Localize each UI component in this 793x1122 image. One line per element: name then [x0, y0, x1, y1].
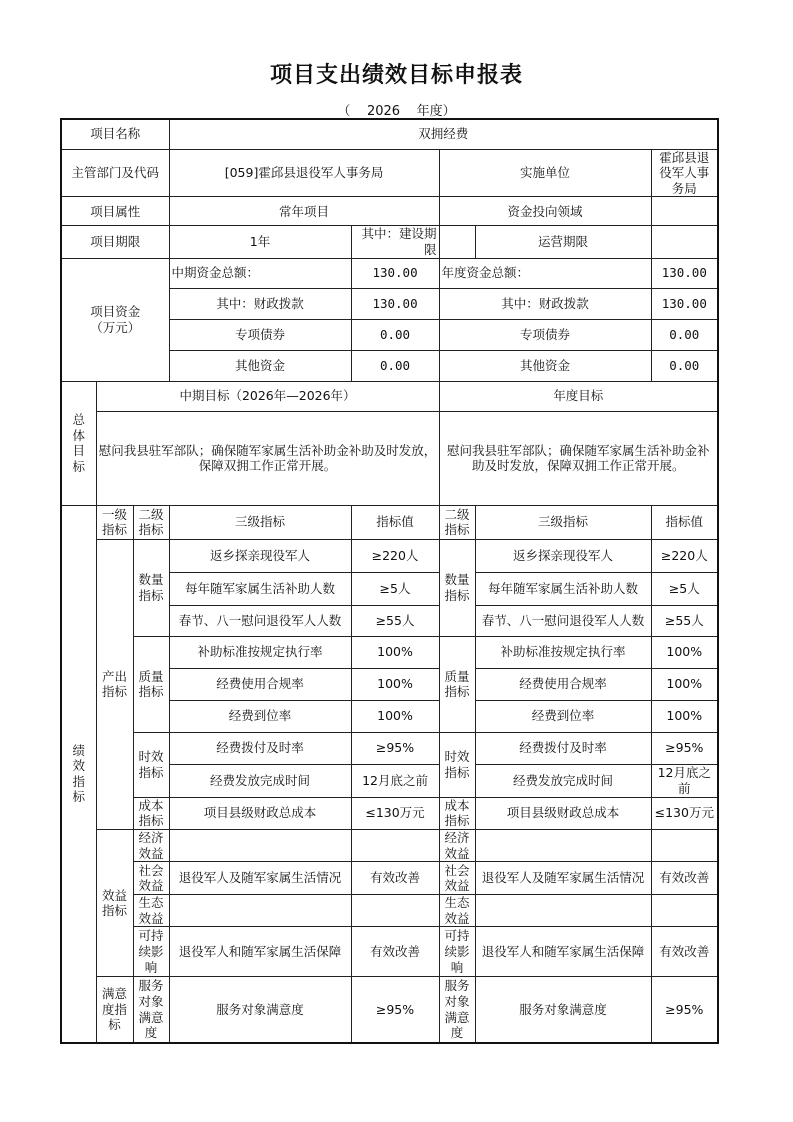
- ql2-value-year: 100%: [651, 668, 718, 700]
- eco-name-year: [475, 895, 651, 927]
- build-label: 其中：建设期限: [351, 226, 439, 258]
- q2-value-mid: ≥5人: [351, 572, 439, 605]
- period-value: 1年: [169, 226, 351, 258]
- t2-value-mid: 12月底之前: [351, 764, 439, 797]
- sat1-value-mid: ≥95%: [351, 977, 439, 1043]
- sat1-value-year: ≥95%: [651, 977, 718, 1043]
- year-open: （: [337, 104, 351, 119]
- funds-label: 项目资金 （万元）: [61, 258, 169, 381]
- mid-bond-value: 0.00: [351, 319, 439, 350]
- direction-value: [651, 197, 718, 226]
- goals-label: 总 体 目 标: [61, 381, 96, 505]
- ql2-value-mid: 100%: [351, 668, 439, 700]
- year-total-label: 年度资金总额：: [439, 258, 651, 288]
- year-bond-value: 0.00: [651, 319, 718, 350]
- q3-value-year: ≥55人: [651, 605, 718, 636]
- cost-label-year: 成本指标: [439, 797, 475, 829]
- q1-name-mid: 返乡探亲现役军人: [169, 539, 351, 572]
- ql3-name-mid: 经费到位率: [169, 700, 351, 732]
- econ-value-mid: [351, 829, 439, 861]
- h-level3-year: 三级指标: [475, 505, 651, 539]
- direction-label: 资金投向领域: [439, 197, 651, 226]
- year-value: 2026: [366, 104, 401, 119]
- impl-label: 实施单位: [439, 149, 651, 197]
- year-other-value: 0.00: [651, 350, 718, 381]
- sustain-label-year: 可持续影响: [439, 927, 475, 977]
- social-label-mid: 社会效益: [133, 862, 169, 895]
- su1-name-mid: 退役军人和随军家属生活保障: [169, 927, 351, 977]
- su1-value-mid: 有效改善: [351, 927, 439, 977]
- year-other-label: 其他资金: [439, 350, 651, 381]
- indicators-label: 绩 效 指 标: [61, 505, 96, 1043]
- year-total-value: 130.00: [651, 258, 718, 288]
- social-label-year: 社会效益: [439, 862, 475, 895]
- q2-name-mid: 每年随军家属生活补助人数: [169, 572, 351, 605]
- time-label-year: 时效指标: [439, 732, 475, 797]
- ql3-name-year: 经费到位率: [475, 700, 651, 732]
- s1-value-mid: 有效改善: [351, 862, 439, 895]
- benefit-label: 效益指标: [96, 829, 133, 977]
- project-name-label: 项目名称: [61, 119, 169, 149]
- cost-label-mid: 成本指标: [133, 797, 169, 829]
- ql1-name-mid: 补助标准按规定执行率: [169, 636, 351, 668]
- q3-name-year: 春节、八一慰问退役军人人数: [475, 605, 651, 636]
- econ-name-mid: [169, 829, 351, 861]
- q2-value-year: ≥5人: [651, 572, 718, 605]
- quantity-label-year: 数量指标: [439, 539, 475, 636]
- q1-value-mid: ≥220人: [351, 539, 439, 572]
- mid-other-label: 其他资金: [169, 350, 351, 381]
- ql1-value-year: 100%: [651, 636, 718, 668]
- time-label-mid: 时效指标: [133, 732, 169, 797]
- econ-label-year: 经济效益: [439, 829, 475, 861]
- t2-value-year: 12月底之前: [651, 764, 718, 797]
- eco-name-mid: [169, 895, 351, 927]
- c1-value-year: ≤130万元: [651, 797, 718, 829]
- econ-label-mid: 经济效益: [133, 829, 169, 861]
- su1-value-year: 有效改善: [651, 927, 718, 977]
- satisfaction-label: 满意度指标: [96, 977, 133, 1043]
- mid-other-value: 0.00: [351, 350, 439, 381]
- mid-goal-text: 慰问我县驻军部队；确保随军家属生活补助金补助及时发放，保障双拥工作正常开展。: [96, 411, 439, 505]
- dept-label: 主管部门及代码: [61, 149, 169, 197]
- t1-value-year: ≥95%: [651, 732, 718, 764]
- eco-label-mid: 生态效益: [133, 895, 169, 927]
- c1-name-year: 项目县级财政总成本: [475, 797, 651, 829]
- q3-value-mid: ≥55人: [351, 605, 439, 636]
- build-value: [439, 226, 475, 258]
- sustain-label-mid: 可持续影响: [133, 927, 169, 977]
- mid-finance-label: 其中：财政拨款: [169, 288, 351, 319]
- mid-total-value: 130.00: [351, 258, 439, 288]
- s1-name-mid: 退役军人及随军家属生活情况: [169, 862, 351, 895]
- mid-finance-value: 130.00: [351, 288, 439, 319]
- su1-name-year: 退役军人和随军家属生活保障: [475, 927, 651, 977]
- year-goal-text: 慰问我县驻军部队；确保随军家属生活补助金补助及时发放，保障双拥工作正常开展。: [439, 411, 718, 505]
- mid-goal-header: 中期目标（2026年—2026年）: [96, 381, 439, 411]
- attr-label: 项目属性: [61, 197, 169, 226]
- mid-bond-label: 专项债券: [169, 319, 351, 350]
- ql1-name-year: 补助标准按规定执行率: [475, 636, 651, 668]
- t2-name-year: 经费发放完成时间: [475, 764, 651, 797]
- service-label-mid: 服务对象满意度: [133, 977, 169, 1043]
- ops-value: [651, 226, 718, 258]
- econ-name-year: [475, 829, 651, 861]
- output-label: 产出指标: [96, 539, 133, 829]
- sat1-name-mid: 服务对象满意度: [169, 977, 351, 1043]
- target-table: [60, 118, 719, 1044]
- impl-value: 霍邱县退役军人事务局: [651, 149, 718, 197]
- h-level3-mid: 三级指标: [169, 505, 351, 539]
- dept-value: [059]霍邱县退役军人事务局: [169, 149, 439, 197]
- h-level1: 一级指标: [96, 505, 133, 539]
- quality-label-mid: 质量指标: [133, 636, 169, 732]
- year-finance-value: 130.00: [651, 288, 718, 319]
- page-title: 项目支出绩效目标申报表: [269, 63, 523, 88]
- t1-name-year: 经费拨付及时率: [475, 732, 651, 764]
- eco-value-mid: [351, 895, 439, 927]
- t1-name-mid: 经费拨付及时率: [169, 732, 351, 764]
- year-finance-label: 其中：财政拨款: [439, 288, 651, 319]
- h-level2-mid: 二级指标: [133, 505, 169, 539]
- q3-name-mid: 春节、八一慰问退役军人人数: [169, 605, 351, 636]
- s1-value-year: 有效改善: [651, 862, 718, 895]
- ops-label: 运营期限: [475, 226, 651, 258]
- q2-name-year: 每年随军家属生活补助人数: [475, 572, 651, 605]
- project-name-value: 双拥经费: [169, 119, 718, 149]
- period-label: 项目期限: [61, 226, 169, 258]
- econ-value-year: [651, 829, 718, 861]
- quantity-label-mid: 数量指标: [133, 539, 169, 636]
- service-label-year: 服务对象满意度: [439, 977, 475, 1043]
- eco-value-year: [651, 895, 718, 927]
- year-line: [0, 100, 793, 119]
- ql2-name-year: 经费使用合规率: [475, 668, 651, 700]
- year-bond-label: 专项债券: [439, 319, 651, 350]
- q1-name-year: 返乡探亲现役军人: [475, 539, 651, 572]
- ql2-name-mid: 经费使用合规率: [169, 668, 351, 700]
- attr-value: 常年项目: [169, 197, 439, 226]
- mid-total-label: 中期资金总额：: [169, 258, 351, 288]
- c1-name-mid: 项目县级财政总成本: [169, 797, 351, 829]
- h-level2-year: 二级指标: [439, 505, 475, 539]
- year-goal-header: 年度目标: [439, 381, 718, 411]
- q1-value-year: ≥220人: [651, 539, 718, 572]
- c1-value-mid: ≤130万元: [351, 797, 439, 829]
- h-value-year: 指标值: [651, 505, 718, 539]
- sat1-name-year: 服务对象满意度: [475, 977, 651, 1043]
- h-value-mid: 指标值: [351, 505, 439, 539]
- t1-value-mid: ≥95%: [351, 732, 439, 764]
- s1-name-year: 退役军人及随军家属生活情况: [475, 862, 651, 895]
- t2-name-mid: 经费发放完成时间: [169, 764, 351, 797]
- ql3-value-mid: 100%: [351, 700, 439, 732]
- quality-label-year: 质量指标: [439, 636, 475, 732]
- eco-label-year: 生态效益: [439, 895, 475, 927]
- year-unit: 年度）: [416, 104, 456, 119]
- ql3-value-year: 100%: [651, 700, 718, 732]
- ql1-value-mid: 100%: [351, 636, 439, 668]
